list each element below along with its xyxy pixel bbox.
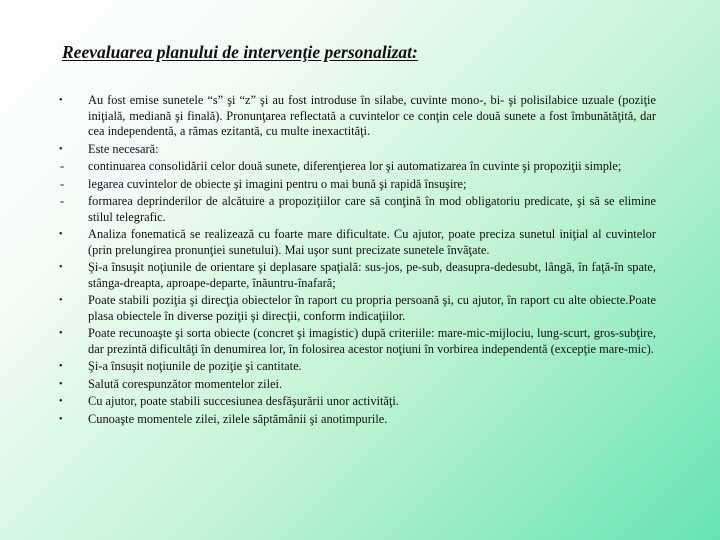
list-item-text: Analiza fonematică se realizează cu foarte mare dificultate. Cu ajutor, poate preciza sunetul iniţial al cuvintelor (prin prelungirea pronunţiei sunetului). Mai uşor sunt precizate sunetele învăţate. (88, 227, 656, 257)
list-item-text: Şi-a însuşit noţiunile de poziţie şi cantitate. (88, 359, 302, 373)
bullet-marker: • (59, 143, 63, 155)
bullet-marker: • (59, 262, 63, 273)
list-item (56, 93, 656, 140)
list-item (56, 142, 656, 158)
list-item (56, 377, 656, 393)
bullet-list (56, 93, 656, 429)
bullet-marker: • (59, 378, 63, 390)
list-item (56, 326, 656, 357)
dash-marker: - (60, 176, 65, 191)
list-item (56, 412, 656, 428)
list-item (56, 260, 656, 291)
bullet-marker: • (59, 328, 63, 339)
list-item-text: legarea cuvintelor de obiecte şi imagini pentru o mai bună şi rapidă însuşire; (88, 176, 467, 191)
dash-marker: - (60, 194, 65, 208)
list-item-text: Salută corespunzător momentelor zilei. (88, 376, 283, 391)
list-item-text: formarea deprinderilor de alcătuire a propoziţiilor care să conţină în mod obligatoriu predicate, şi să se elimine stilul telegrafic. (88, 194, 656, 224)
bullet-marker: • (59, 413, 63, 425)
list-item-text: continuarea consolidării celor două sunete, diferenţierea lor şi automatizarea în cuvinte şi propoziţii simple; (88, 159, 622, 173)
list-item-text: Şi-a însuşit noţiunile de orientare şi deplasare spaţială: sus-jos, pe-sub, deasupra-dedesubt, lângă, în faţă-în spate, stânga-dreapta, aproape-departe, înăuntru-înafară; (88, 260, 656, 290)
list-item-text: Au fost emise sunetele “s” şi “z” şi au fost introduse în silabe, cuvinte mono-, bi- şi polisilabice uzuale (poziţie iniţială, mediană şi finală). Pronunţarea reflectată a cuvintelor ce conţin cele două sunete a fost îmbunătăţită, dar cea independentă, a rămas ezitantă, cu multe inexactităţi. (88, 93, 656, 138)
list-item-text: Cunoaşte momentele zilei, zilele săptămânii şi anotimpurile. (88, 411, 388, 426)
list-item-text: Este necesară: (88, 141, 159, 156)
list-item-text: Poate recunoaşte şi sorta obiecte (concret şi imagistic) după criteriile: mare-mic-mijlociu, lung-scurt, gros-subţire, dar prezintă dificultăţi în denumirea lor, în folosirea acestor noţiuni în vorbirea independentă (excepţie mare-mic). (88, 326, 656, 356)
list-item (56, 359, 656, 375)
slide-title: Reevaluarea planului de intervenţie personalizat: (62, 42, 418, 62)
list-item (56, 293, 656, 324)
list-item (56, 194, 656, 225)
bullet-marker: • (59, 396, 63, 407)
list-item-text: Poate stabili poziţia şi direcţia obiectelor în raport cu propria persoană şi, cu ajutor, în raport cu alte obiecte.Poate plasa obiectele în diverse poziţii şi direcţii, conform indicaţiilor. (88, 293, 656, 323)
list-item (56, 177, 656, 193)
bullet-marker: • (59, 361, 63, 372)
bullet-marker: • (59, 95, 63, 106)
list-item (56, 394, 656, 410)
bullet-marker: • (59, 229, 63, 240)
bullet-marker: • (59, 295, 63, 306)
dash-marker: - (60, 159, 65, 173)
list-item (56, 159, 656, 175)
list-item (56, 227, 656, 258)
list-item-text: Cu ajutor, poate stabili succesiunea desfăşurării unor activităţi. (88, 394, 399, 408)
